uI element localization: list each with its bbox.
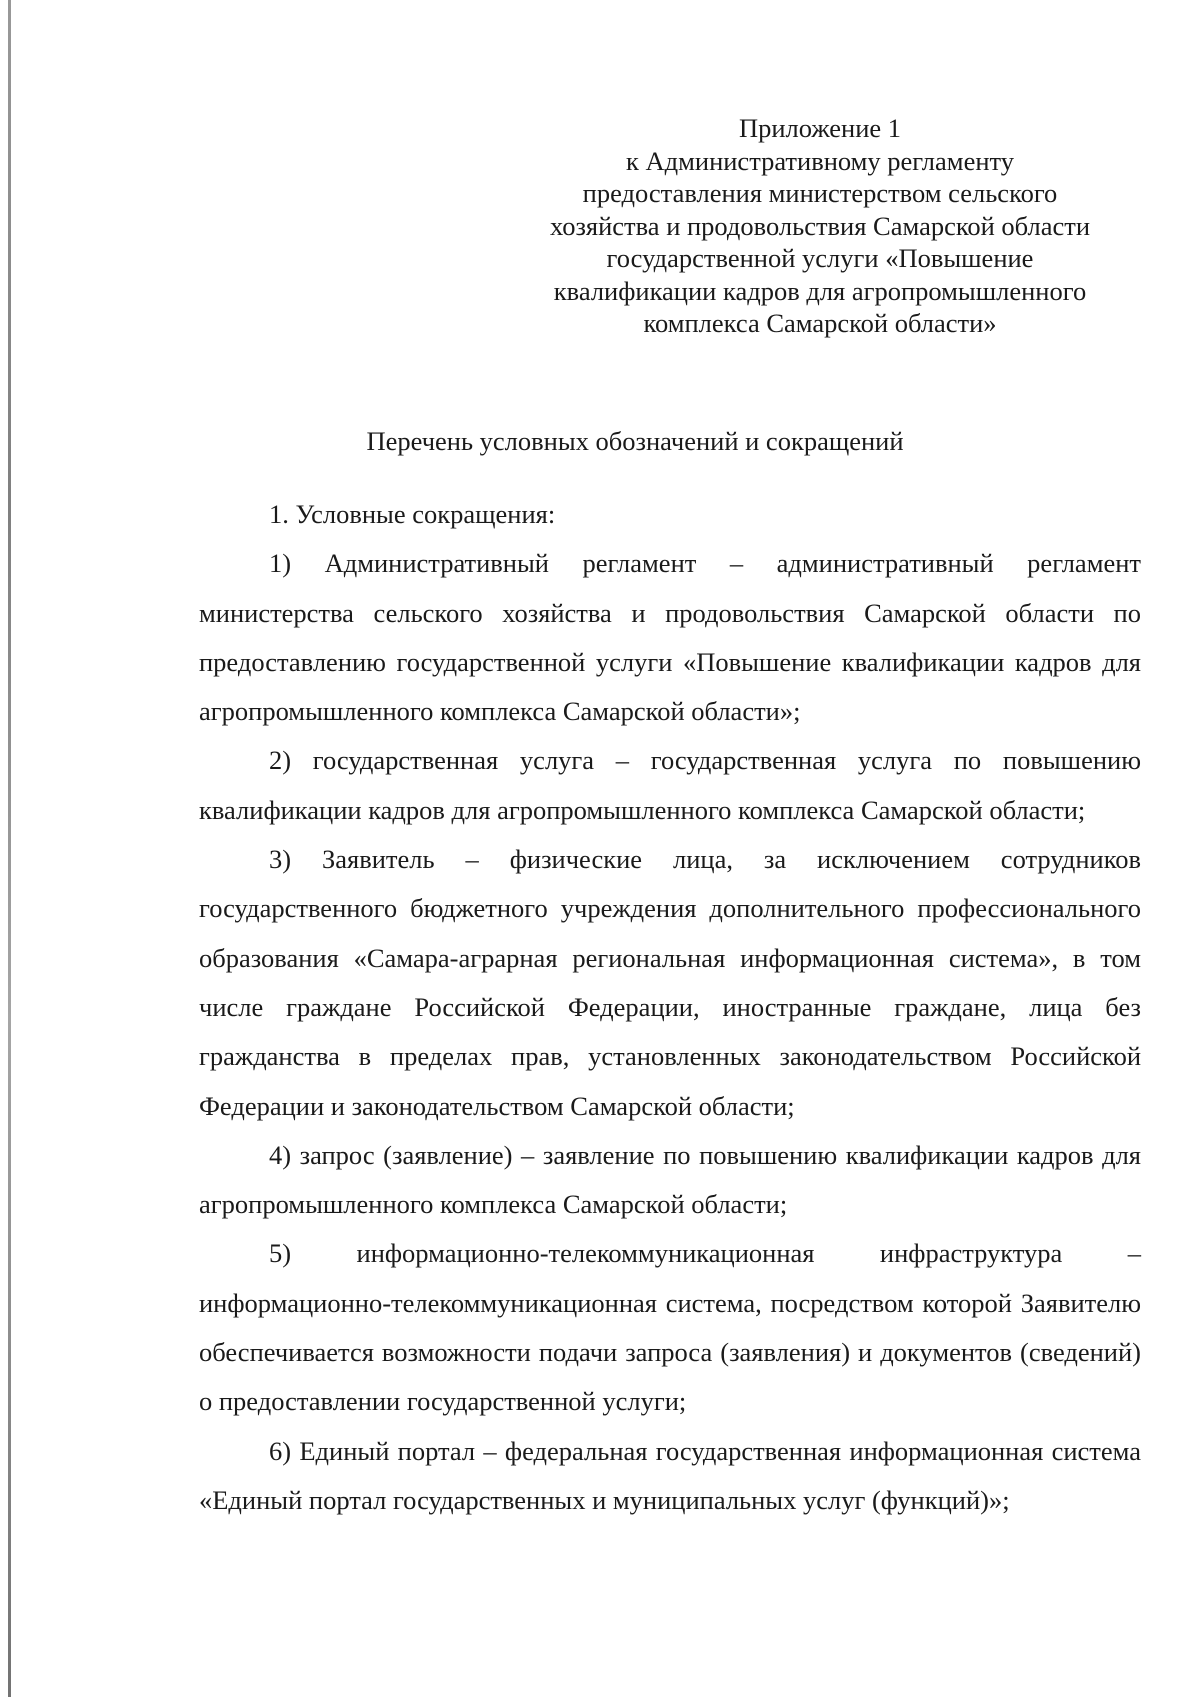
list-item: 3) Заявитель – физические лица, за исключением сотрудников государственного бюджетного учреждения дополнительного профессионального образования «Самара-аграрная региональная информационная система», в том числе граждане Российской Федерации, иностранные граждане, лица без гражданства в пределах прав, установленных законодательством Российской Федерации и законодательством Самарской области; [199,844,1141,1121]
document-title: Перечень условных обозначений и сокращений [366,426,904,456]
list-item: 2) государственная услуга – государственная услуга по повышению квалификации кадров для агропромышленного комплекса Самарской области; [199,745,1141,825]
appendix-line: к Административному регламенту [626,145,1014,176]
scan-edge-line [8,0,11,1697]
list-item: 6) Единый портал – федеральная государственная информационная система «Единый портал государственных и муниципальных услуг (функций)»; [199,1435,1141,1515]
document-body [199,490,1141,1525]
appendix-line: комплекса Самарской области» [643,308,997,338]
appendix-line: хозяйства и продовольствия Самарской области [549,210,1091,241]
appendix-line: предоставления министерством сельского [582,178,1058,208]
appendix-block [520,112,1120,340]
appendix-line: государственной услуги «Повышение [606,243,1034,273]
list-item: 1) Административный регламент – административный регламент министерства сельского хозяйства и продовольствия Самарской области по предоставлению государственной услуги «Повышение квалификации кадров для агропромышленного комплекса Самарской области»; [199,548,1141,727]
list-item: 4) запрос (заявление) – заявление по повышению квалификации кадров для агропромышленного комплекса Самарской области; [199,1139,1141,1220]
list-item: 5) информационно-телекоммуникационная инфраструктура – информационно-телекоммуникационная система, посредством которой Заявителю обеспечивается возможности подачи запроса (заявления) и документов (сведений) о предоставлении государственной услуги; [199,1238,1141,1417]
appendix-line: квалификации кадров для агропромышленного [553,275,1087,306]
section-heading: 1. Условные сокращения: [269,499,556,529]
appendix-line: Приложение 1 [738,113,902,143]
